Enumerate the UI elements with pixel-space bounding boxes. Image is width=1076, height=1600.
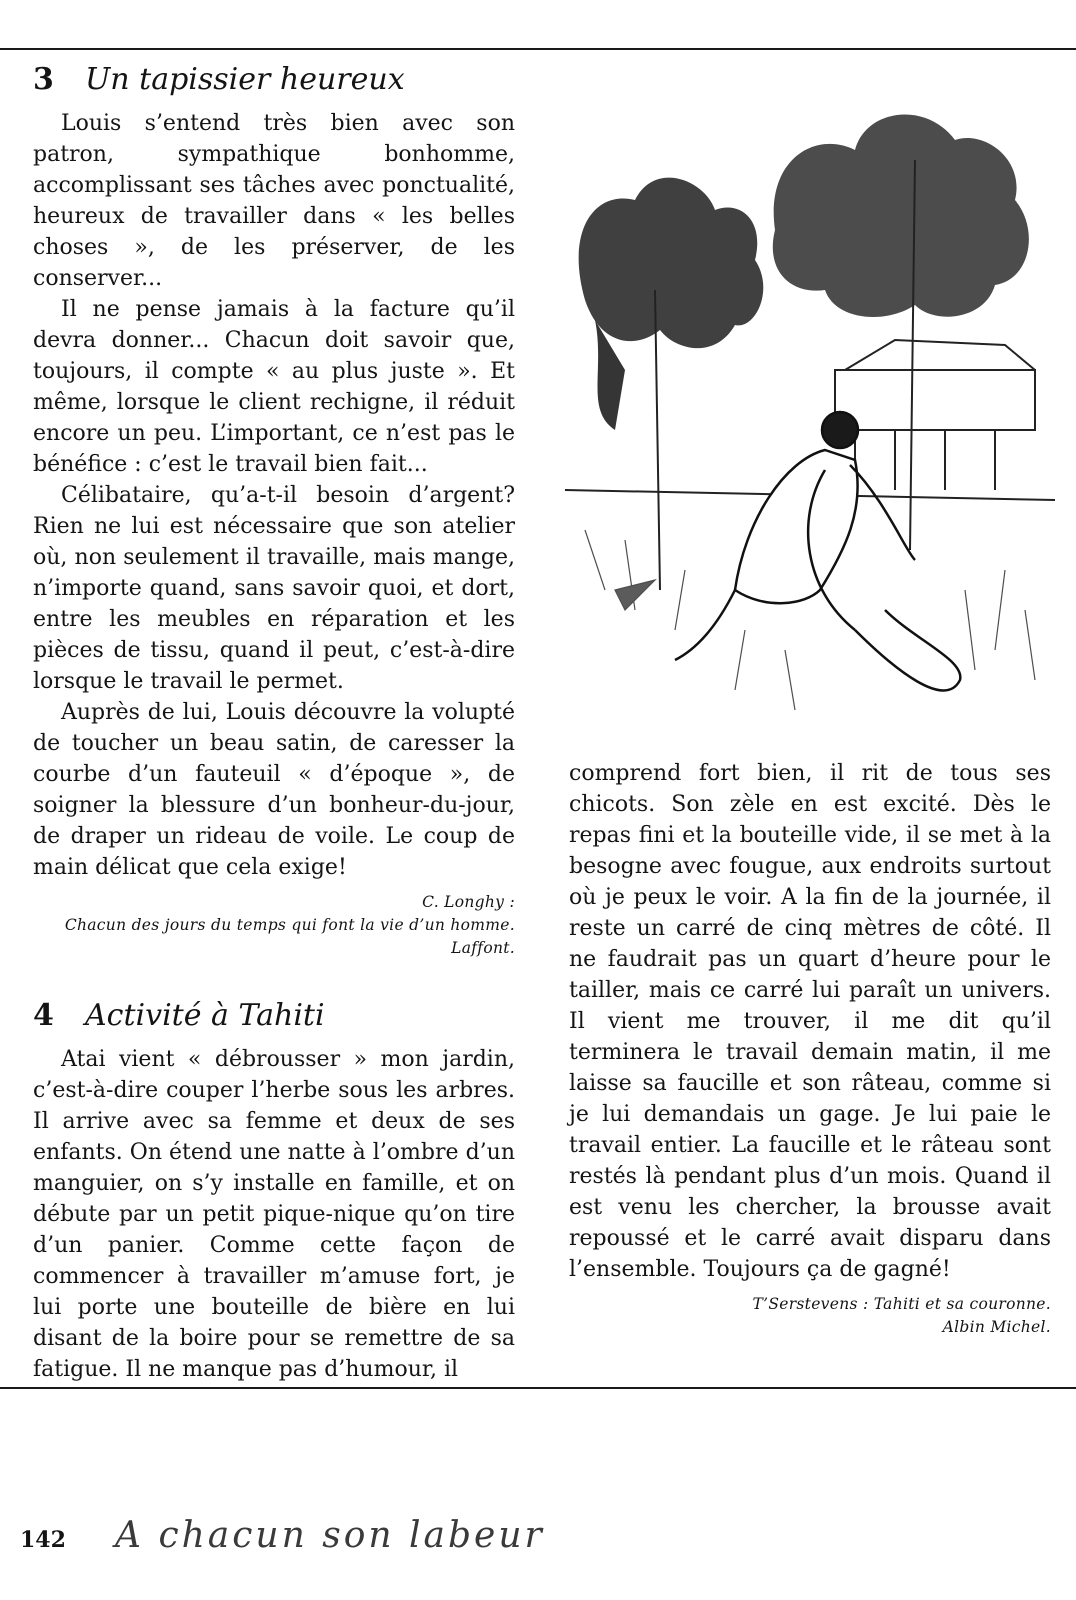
citation-source: T’Serstevens : Tahiti et sa couronne.	[752, 1295, 1051, 1313]
section-4-heading	[33, 996, 515, 1036]
section-3-number: 3	[33, 62, 54, 97]
section-3-citation	[33, 891, 515, 960]
section-4-citation	[569, 1293, 1051, 1339]
page-number: 142	[20, 1527, 66, 1553]
section-3-title: Un tapissier heureux	[85, 62, 405, 97]
section-4-title: Activité à Tahiti	[85, 998, 325, 1033]
left-column	[33, 60, 515, 1385]
citation-author: C. Longhy :	[422, 893, 515, 911]
section-3-paragraph: Auprès de lui, Louis découvre la volupté de toucher un beau satin, de caresser la courbe d’un fauteuil « d’époque », de soigner la blessure d’un bonheur-du-jour, de draper un rideau de voile. Le coup de main délicat que cela exige!	[33, 700, 515, 880]
illustration-man-cutting-grass	[565, 70, 1055, 738]
citation-publisher: Laffont.	[451, 939, 515, 957]
chapter-title: A chacun son labeur	[115, 1515, 545, 1556]
bottom-rule	[0, 1387, 1076, 1389]
citation-publisher: Albin Michel.	[942, 1318, 1051, 1336]
section-4-number: 4	[33, 998, 54, 1033]
right-column	[569, 758, 1051, 1339]
top-rule	[0, 48, 1076, 50]
section-3-heading	[33, 60, 515, 100]
section-4-paragraph-start: Atai vient « débrousser » mon jardin, c’est-à-dire couper l’herbe sous les arbres. Il arrive avec sa femme et deux de ses enfants. On étend une natte à l’ombre d’un manguier, on s’y installe en famille, et on débute par un petit pique-nique qu’on tire d’un panier. Comme cette façon de commencer à travailler m’amuse fort, je lui porte une bouteille de bière en lui disant de la boire pour se remettre de sa fatigue. Il ne manque pas d’humour, il	[33, 1047, 515, 1382]
section-3-paragraph: Célibataire, qu’a-t-il besoin d’argent? Rien ne lui est nécessaire que son atelier où, non seulement il travaille, mais mange, n’importe quand, sans savoir quoi, et dort, entre les meubles en réparation et les pièces de tissu, quand il peut, c’est-à-dire lorsque le travail le permet.	[33, 483, 515, 694]
section-3-paragraph: Il ne pense jamais à la facture qu’il devra donner... Chacun doit savoir que, toujours, il compte « au plus juste ». Et même, lorsque le client rechigne, il réduit encore un peu. L’important, ce n’est pas le bénéfice : c’est le travail bien fait...	[33, 297, 515, 477]
citation-work: Chacun des jours du temps qui font la vie d’un homme.	[64, 916, 515, 934]
section-3-paragraph: Louis s’entend très bien avec son patron, sympathique bonhomme, accomplissant ses tâches avec ponctualité, heureux de travailler dans « les belles choses », de les préserver, de les conserver...	[33, 111, 515, 291]
section-4-paragraph-end: comprend fort bien, il rit de tous ses chicots. Son zèle en est excité. Dès le repas fini et la bouteille vide, il se met à la besogne avec fougue, aux endroits surtout où je peux le voir. A la fin de la journée, il reste un carré de cinq mètres de côté. Il ne faudrait pas un quart d’heure pour le tailler, mais ce carré lui paraît un univers. Il vient me trouver, il me dit qu’il terminera le travail demain matin, il me laisse sa faucille et son râteau, comme si je lui demandais un gage. Je lui paie le travail entier. La faucille et le râteau sont restés là pendant plus d’un mois. Quand il est venu les chercher, la brousse avait repoussé et le carré avait disparu dans l’ensemble. Toujours ça de gagné!	[569, 761, 1051, 1282]
